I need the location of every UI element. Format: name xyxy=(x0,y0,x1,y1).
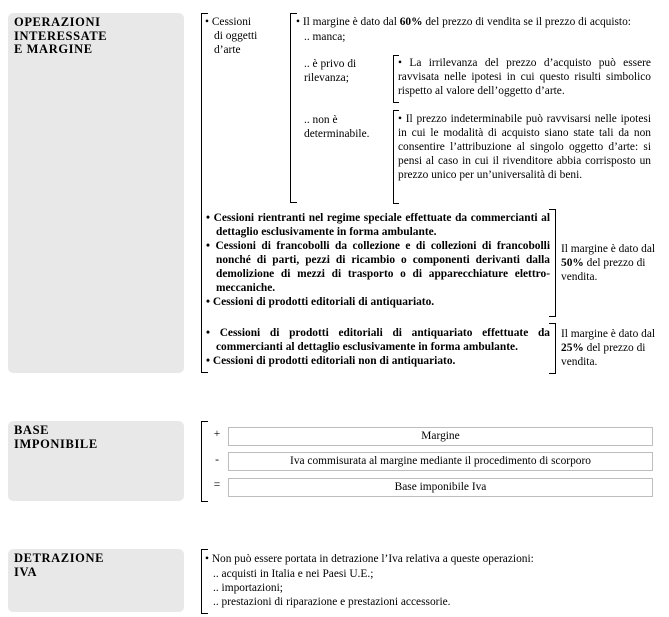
detrazione-item: .. acquisti in Italia e nei Paesi U.E.; xyxy=(213,568,374,580)
list-item: • Cessioni rientranti nel regime speciale effettuate da commercianti al dettaglio esclusivamente in forma ambulante. xyxy=(206,212,550,238)
base-sign-minus: - xyxy=(215,454,219,466)
arte-intro: • Il margine è dato dal 60% del prezzo di vendita se il prezzo di acquisto: xyxy=(296,16,631,28)
base-sign-equals: = xyxy=(213,479,221,491)
section-operazioni-title: OPERAZIONI INTERESSATE E MARGINE xyxy=(14,15,108,56)
section-base-sidebar xyxy=(8,421,184,501)
base-row-margine: Margine xyxy=(228,427,653,446)
base-bracket xyxy=(201,421,208,502)
group25-note: Il margine è dato dal 25% del prezzo di vendita. xyxy=(561,328,656,368)
group25-list xyxy=(206,326,550,368)
arte-nondet-text: • Il prezzo indeterminabile può ravvisarsi nelle ipotesi in cui le modalità di acquisto siano state tali da non consentire l’attribuzione al singolo oggetto d’arte: si pensi al caso in cui il rivenditore abbia corrisposto un prezzo unico per un’universalità di beni. xyxy=(398,113,651,181)
arte-privo-text: • La irrilevanza del prezzo d’acquisto può essere ravvisata nelle ipotesi in cui questo risulti simbolico rispetto al valore dell’oggetto d’arte. xyxy=(398,57,651,97)
detrazione-intro: • Non può essere portata in detrazione l’Iva relativa a queste operazioni: xyxy=(205,553,534,565)
group50-bracket xyxy=(549,209,556,317)
base-sign-plus: + xyxy=(213,428,221,440)
arte-nondet-label: .. non è determinabile. xyxy=(304,114,370,140)
detrazione-item: .. prestazioni di riparazione e prestazioni accessorie. xyxy=(213,596,451,608)
main-bracket xyxy=(201,13,208,373)
group50-list xyxy=(206,211,550,309)
base-row-iva: Iva commisurata al margine mediante il procedimento di scorporo xyxy=(228,452,653,471)
section-detrazione-title: DETRAZIONE IVA xyxy=(14,551,105,579)
arte-manca: .. manca; xyxy=(304,31,346,43)
list-item: • Cessioni di prodotti editoriali non di antiquariato. xyxy=(206,355,456,367)
section-operazioni-sidebar xyxy=(8,13,184,373)
list-item: • Cessioni di prodotti editoriali di antiquariato. xyxy=(206,296,435,308)
section-detrazione-sidebar xyxy=(8,549,184,612)
group50-note: Il margine è dato dal 50% del prezzo di vendita. xyxy=(561,243,656,283)
arte-bracket xyxy=(290,13,297,203)
group25-bracket xyxy=(549,323,556,374)
arte-label: • Cessioni di oggetti d’arte xyxy=(205,16,258,56)
base-row-base: Base imponibile Iva xyxy=(228,478,653,497)
arte-privo-label: .. è privo di rilevanza; xyxy=(304,58,357,84)
list-item: • Cessioni di prodotti editoriali di antiquariato effettuate da commercianti al dettaglio esclusivamente in forma ambulante. xyxy=(206,327,550,353)
detrazione-item: .. importazioni; xyxy=(213,582,283,594)
section-base-title: BASE IMPONIBILE xyxy=(14,423,98,451)
list-item: • Cessioni di francobolli da collezione e di collezioni di francobolli nonché di parti, pezzi di ricambio o componenti derivanti dalla demolizione di mezzi di trasporto o di apparecchiature elettro-meccaniche. xyxy=(206,240,550,294)
